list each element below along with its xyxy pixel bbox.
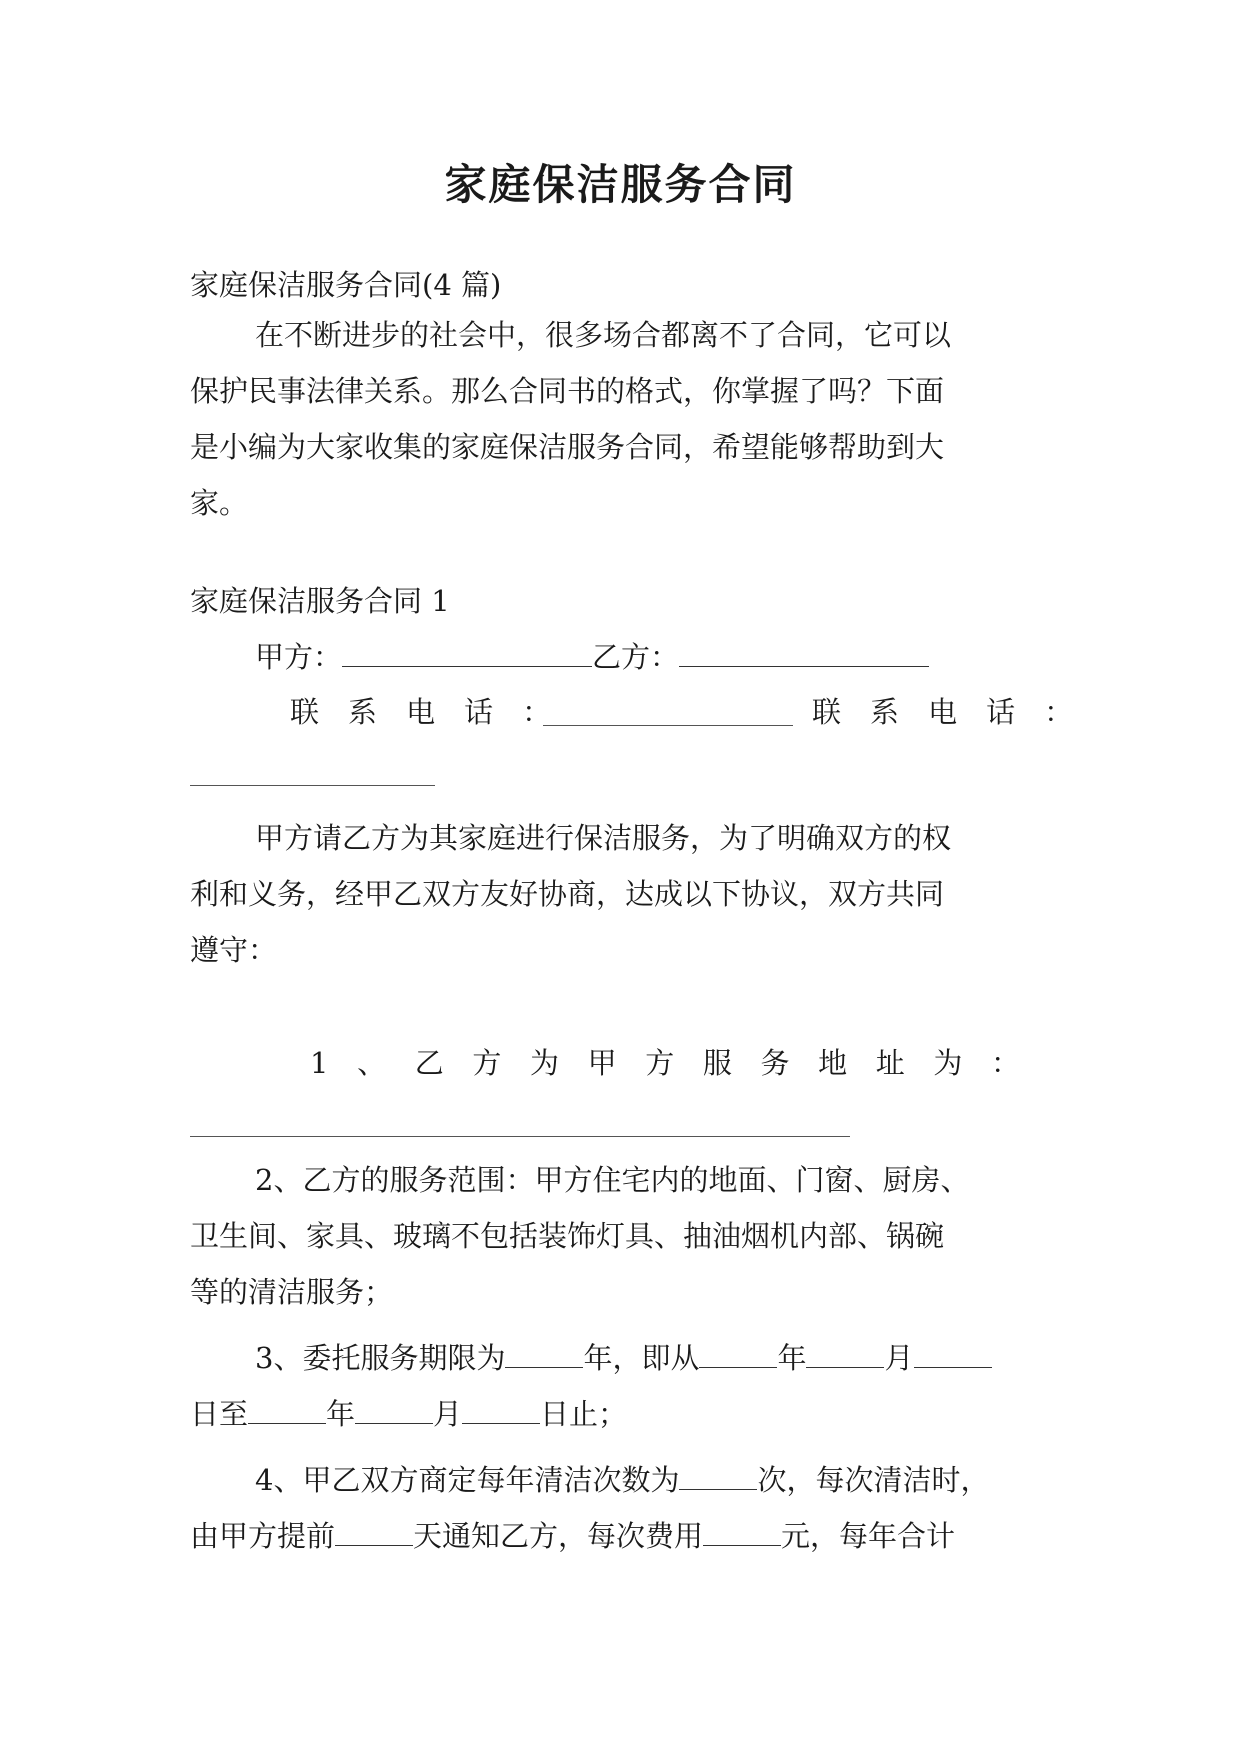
clause-4-line-2: 由甲方提前 天通知乙方，每次费用 元，每年合计	[190, 1519, 956, 1553]
intro-line-2: 保护民事法律关系。那么合同书的格式，你掌握了吗？下面	[190, 374, 945, 408]
party-a-blank	[342, 644, 592, 667]
clause-3-line-1: 3、委托服务期限为 年，即从 年 月	[255, 1338, 992, 1378]
section-heading: 家庭保洁服务合同 1	[190, 584, 450, 618]
intro-line-4: 家。	[190, 486, 249, 520]
purpose-line-1: 甲方请乙方为其家庭进行保洁服务，为了明确双方的权	[255, 821, 952, 855]
purpose-line-3: 遵守：	[190, 933, 278, 967]
phone-b-blank	[190, 785, 435, 786]
clause-2-line-3: 等的清洁服务；	[190, 1275, 394, 1309]
phone-b-label: 联 系 电 话 ：	[812, 695, 1074, 729]
document-title: 家庭保洁服务合同	[444, 160, 797, 209]
clause-2-line-1: 2、乙方的服务范围：甲方住宅内的地面、门窗、厨房、	[255, 1163, 970, 1197]
clause-1-address-blank	[190, 1136, 850, 1137]
party-a-label: 甲方：	[255, 640, 343, 674]
purpose-line-2: 利和义务，经甲乙双方友好协商，达成以下协议，双方共同	[190, 877, 945, 911]
clause-2-line-2: 卫生间、家具、玻璃不包括装饰灯具、抽油烟机内部、锅碗	[190, 1219, 945, 1253]
clause-3-line-2: 日至 年 月 日止；	[190, 1397, 628, 1431]
clause-4-line-1: 4、甲乙双方商定每年清洁次数为 次，每次清洁时，	[255, 1463, 990, 1497]
phone-a-label: 联 系 电 话 ：	[290, 695, 552, 729]
parties-line	[255, 637, 929, 677]
intro-line-1: 在不断进步的社会中，很多场合都离不了合同，它可以	[255, 318, 952, 352]
intro-line-3: 是小编为大家收集的家庭保洁服务合同，希望能够帮助到大	[190, 430, 945, 464]
phone-a-blank	[543, 725, 793, 726]
subtitle: 家庭保洁服务合同(4 篇)	[190, 268, 502, 302]
party-b-label: 乙方：	[592, 640, 680, 674]
clause-1-label: 1 、 乙 方 为 甲 方 服 务 地 址 为 ：	[310, 1046, 1020, 1080]
party-b-blank	[679, 644, 929, 667]
